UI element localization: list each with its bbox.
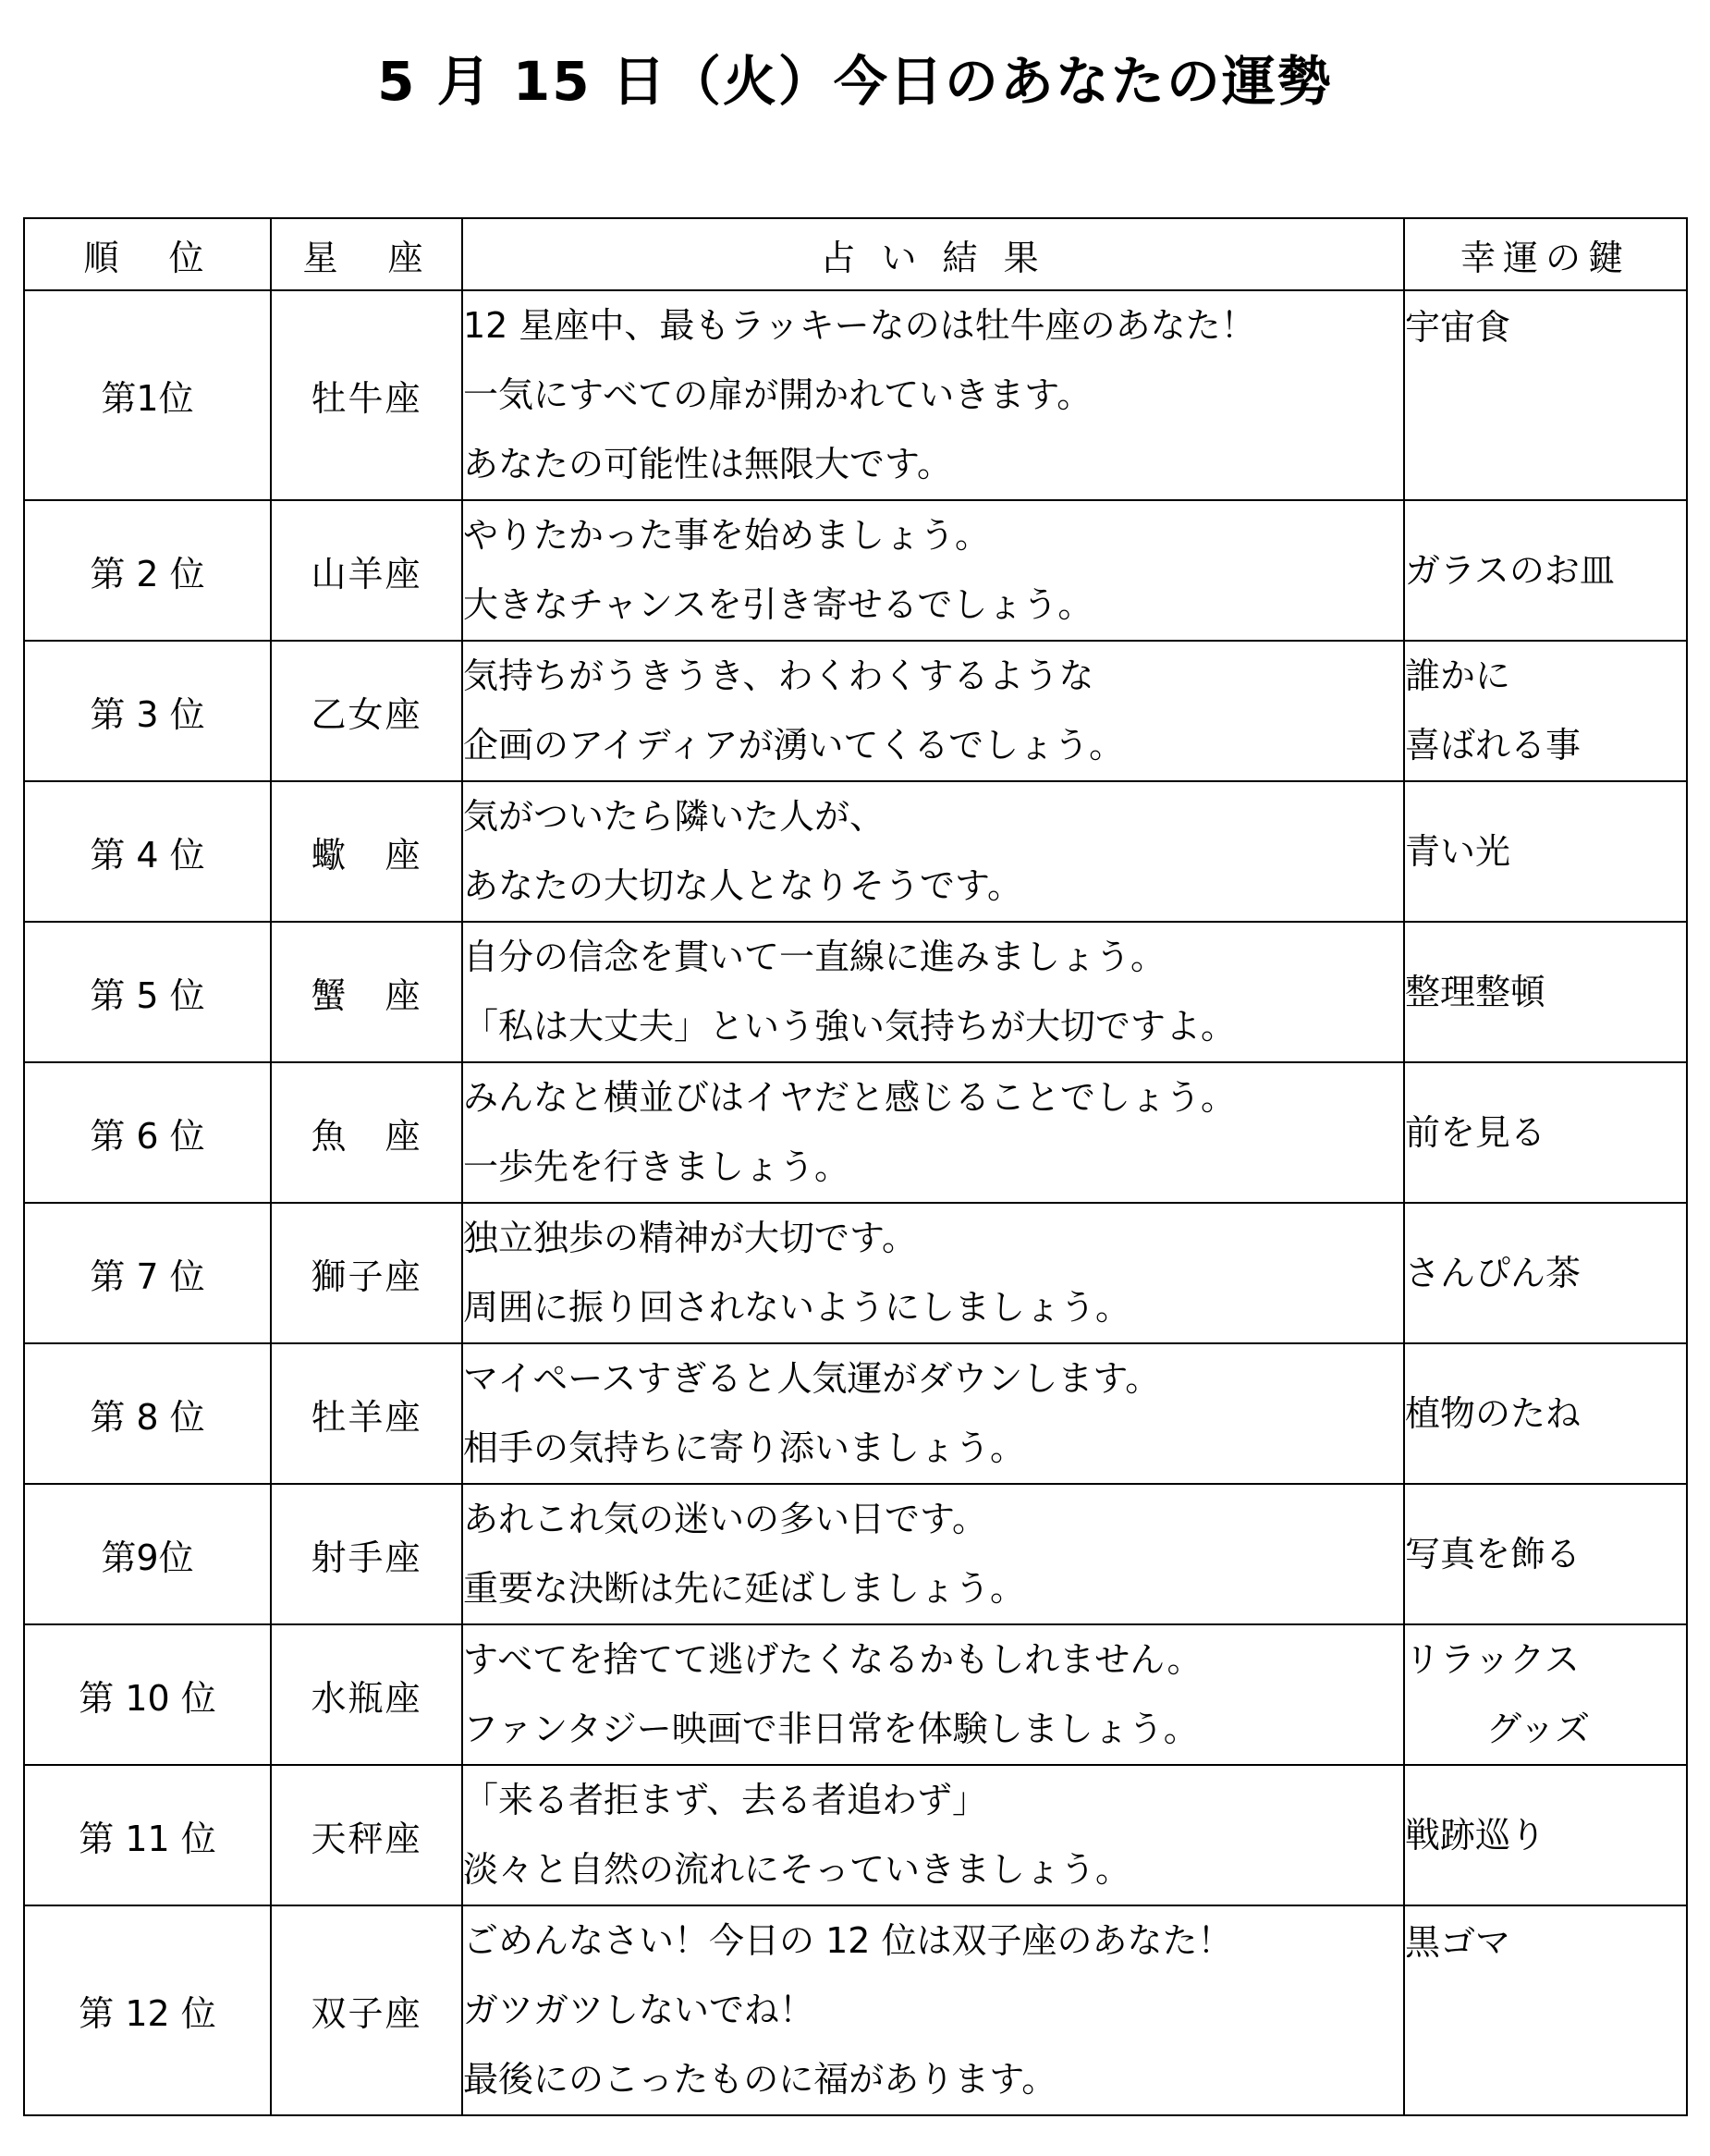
lucky-key-cell (1404, 1765, 1687, 1905)
rank-cell: 第 10 位 (24, 1624, 271, 1765)
fortune-table (23, 217, 1688, 2116)
rank-cell: 第1位 (24, 290, 271, 500)
table-row (24, 1765, 1687, 1905)
result-cell (462, 1062, 1404, 1203)
table-row (24, 1062, 1687, 1203)
header-key: 幸運の鍵 (1404, 218, 1687, 290)
result-line: ごめんなさい！今日の 12 位は双子座のあなた！ (463, 1920, 1233, 1961)
lucky-key-cell (1404, 500, 1687, 641)
sign-cell: 乙女座 (271, 641, 462, 781)
sign-cell: 魚 座 (271, 1062, 462, 1203)
lucky-key-cell (1404, 781, 1687, 922)
lucky-key: 黒ゴマ (1405, 1922, 1511, 1963)
result-cell (462, 781, 1404, 922)
result-cell (462, 1203, 1404, 1343)
result-line: 「来る者拒まず、去る者追わず」 (463, 1780, 987, 1820)
lucky-key: 写真を飾る (1405, 1533, 1582, 1574)
sign-cell: 水瓶座 (271, 1624, 462, 1765)
lucky-key-cell (1404, 1343, 1687, 1484)
table-row (24, 500, 1687, 641)
sign-cell: 山羊座 (271, 500, 462, 641)
lucky-key-cell (1404, 922, 1687, 1062)
result-line: 相手の気持ちに寄り添いましょう。 (463, 1427, 1026, 1468)
table-row (24, 781, 1687, 922)
rank-cell: 第 7 位 (24, 1203, 271, 1343)
lucky-key: ガラスのお皿 (1405, 549, 1615, 591)
lucky-key: 喜ばれる事 (1405, 725, 1582, 766)
result-line: あれこれ気の迷いの多い日です。 (463, 1499, 987, 1539)
result-line: ガツガツしないでね！ (463, 1990, 815, 2030)
result-line: 企画のアイディアが湧いてくるでしょう。 (463, 725, 1125, 766)
lucky-key: さんぴん茶 (1405, 1252, 1582, 1293)
result-line: 12 星座中、最もラッキーなのは牡牛座のあなた！ (463, 305, 1256, 346)
result-line: ファンタジー映画で非日常を体験しましょう。 (463, 1709, 1199, 1749)
result-line: 独立独歩の精神が大切です。 (463, 1218, 917, 1258)
rank-cell: 第 11 位 (24, 1765, 271, 1905)
rank-cell: 第 8 位 (24, 1343, 271, 1484)
rank-cell: 第9位 (24, 1484, 271, 1624)
table-row (24, 1905, 1687, 2115)
sign-cell: 蠍 座 (271, 781, 462, 922)
lucky-key: 前を見る (1405, 1111, 1546, 1153)
rank-cell: 第 5 位 (24, 922, 271, 1062)
lucky-key-cell (1404, 1905, 1687, 2115)
result-cell (462, 922, 1404, 1062)
result-line: 自分の信念を貫いて一直線に進みましょう。 (463, 937, 1166, 977)
header-result: 占 い 結 果 (462, 218, 1404, 290)
lucky-key-cell (1404, 1062, 1687, 1203)
result-line: あなたの可能性は無限大です。 (463, 444, 952, 484)
lucky-key: 戦跡巡り (1405, 1814, 1546, 1856)
table-row (24, 641, 1687, 781)
result-cell (462, 1905, 1404, 2115)
table-row (24, 1484, 1687, 1624)
result-cell (462, 290, 1404, 500)
rank-cell: 第 6 位 (24, 1062, 271, 1203)
rank-cell: 第 3 位 (24, 641, 271, 781)
result-line: 淡々と自然の流れにそっていきましょう。 (463, 1849, 1131, 1890)
sign-cell: 蟹 座 (271, 922, 462, 1062)
result-line: みんなと横並びはイヤだと感じることでしょう。 (463, 1077, 1237, 1118)
table-row (24, 290, 1687, 500)
sign-cell: 獅子座 (271, 1203, 462, 1343)
lucky-key: グッズ (1486, 1709, 1591, 1749)
result-line: マイペースすぎると人気運がダウンします。 (463, 1358, 1161, 1399)
page-title: 5 月 15 日（火）今日のあなたの運勢 (377, 50, 1333, 113)
table-header-row (24, 218, 1687, 290)
lucky-key: 誰かに (1405, 655, 1511, 696)
result-cell (462, 1765, 1404, 1905)
sign-cell: 牡牛座 (271, 290, 462, 500)
lucky-key: リラックス (1405, 1639, 1580, 1680)
sign-cell: 双子座 (271, 1905, 462, 2115)
result-line: 重要な決断は先に延ばしましょう。 (463, 1568, 1026, 1609)
table-row (24, 1343, 1687, 1484)
header-rank: 順 位 (24, 218, 271, 290)
result-line: 気持ちがうきうき、わくわくするような (463, 655, 1094, 696)
rank-cell: 第 12 位 (24, 1905, 271, 2115)
table-row (24, 1624, 1687, 1765)
lucky-key: 植物のたね (1405, 1392, 1582, 1434)
lucky-key: 青い光 (1405, 830, 1511, 872)
result-line: すべてを捨てて逃げたくなるかもしれません。 (463, 1639, 1203, 1680)
result-cell (462, 1624, 1404, 1765)
result-line: 一気にすべての扉が開かれていきます。 (463, 374, 1093, 415)
rank-cell: 第 4 位 (24, 781, 271, 922)
header-sign: 星 座 (271, 218, 462, 290)
result-cell (462, 641, 1404, 781)
result-line: 気がついたら隣いた人が、 (463, 796, 886, 837)
result-cell (462, 1343, 1404, 1484)
lucky-key-cell (1404, 290, 1687, 500)
lucky-key-cell (1404, 1203, 1687, 1343)
lucky-key: 整理整頓 (1405, 971, 1546, 1012)
lucky-key-cell (1404, 641, 1687, 781)
sign-cell: 牡羊座 (271, 1343, 462, 1484)
result-line: 大きなチャンスを引き寄せるでしょう。 (463, 584, 1093, 625)
lucky-key: 宇宙食 (1405, 307, 1511, 348)
result-line: やりたかった事を始めましょう。 (463, 515, 991, 556)
result-line: 一歩先を行きましょう。 (463, 1146, 850, 1187)
lucky-key-cell (1404, 1624, 1687, 1765)
table-row (24, 1203, 1687, 1343)
rank-cell: 第 2 位 (24, 500, 271, 641)
result-cell (462, 500, 1404, 641)
result-cell (462, 1484, 1404, 1624)
result-line: 最後にのこったものに福があります。 (463, 2059, 1057, 2100)
result-line: 「私は大丈夫」という強い気持ちが大切ですよ。 (463, 1006, 1237, 1047)
result-line: あなたの大切な人となりそうです。 (463, 865, 1022, 906)
result-line: 周囲に振り回されないようにしましょう。 (463, 1287, 1131, 1328)
lucky-key-cell (1404, 1484, 1687, 1624)
table-row (24, 922, 1687, 1062)
sign-cell: 天秤座 (271, 1765, 462, 1905)
sign-cell: 射手座 (271, 1484, 462, 1624)
